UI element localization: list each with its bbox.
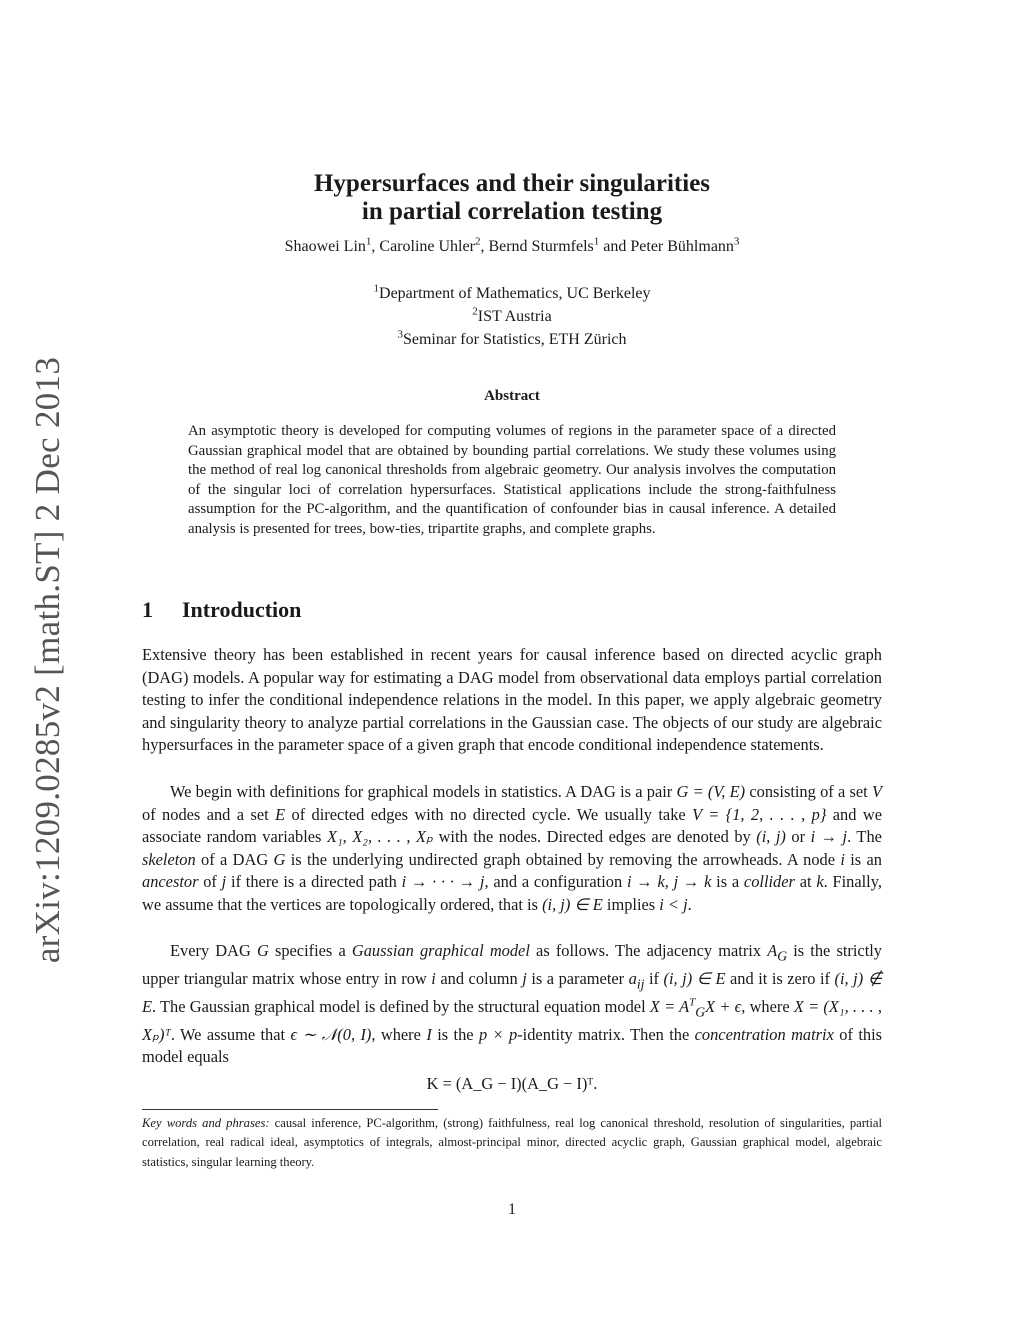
affiliation: $^3$Seminar for Statistics, ETH Zürich bbox=[397, 328, 627, 348]
affiliation: $^2$IST Austria bbox=[472, 305, 552, 325]
footnote-label: Key words and phrases: bbox=[142, 1116, 270, 1130]
paragraph-1: Extensive theory has been established in recent years for causal inference based on directed acyclic graph (DAG) models. A popular way for estimating a DAG model from observational data employs partial correlation testing to infer the conditional independence relations in the model. In this paper, we apply algebraic geometry and singularity theory to analyze partial correlations in the Gaussian case. The objects of our study are algebraic hypersurfaces in the parameter space of a given graph that encode conditional independence statements. bbox=[142, 645, 882, 755]
section-number: 1 bbox=[142, 597, 153, 622]
author-list: Shaowei Lin$^1$, Caroline Uhler$^2$, Bernd Sturmfels$^1$ and Peter Bühlmann$^3$ bbox=[284, 235, 740, 255]
footnote-rule bbox=[142, 1109, 438, 1110]
author: Peter Bühlmann bbox=[630, 238, 734, 255]
author: Shaowei Lin bbox=[284, 238, 366, 255]
arxiv-identifier: arXiv:1209.0285v2 [math.ST] 2 Dec 2013 bbox=[28, 356, 67, 964]
section-heading bbox=[142, 597, 301, 623]
abstract-heading: Abstract bbox=[484, 388, 540, 404]
footnote bbox=[142, 1114, 882, 1172]
author: Caroline Uhler bbox=[379, 238, 475, 255]
paragraph-2: We begin with definitions for graphical models in statistics. A DAG is a pair G = (V, E) consisting of a set V of nodes and a set E of directed edges with no directed cycle. We usually take V = {1, 2, . . . , p} and we associate random variables X₁, X₂, . . . , Xₚ with the nodes. Directed edges are denoted by (i, j) or i → j. The skeleton of a DAG G is the underlying undirected graph obtained by removing the arrowheads. A node i is an ancestor of j if there is a directed path i → · · · → j, and a configuration i → k, j → k is a collider at k. Finally, we assume that the vertices are topologically ordered, that is (i, j) ∈ E implies i < j. bbox=[142, 782, 882, 914]
footnote-text: causal inference, PC-algorithm, (strong) faithfulness, real log canonical threshold, resolution of singularities, partial correlation, real radical ideal, asymptotics of integrals, almost-principal minor, directed acyclic graph, Gaussian graphical model, algebraic statistics, singular learning theory. bbox=[142, 1116, 883, 1169]
concentration-matrix-equation: K = (A_G − I)(A_G − I)ᵀ. bbox=[426, 1074, 598, 1093]
page-number: 1 bbox=[508, 1201, 516, 1218]
paper-title-line1: Hypersurfaces and their singularities bbox=[313, 170, 711, 197]
arxiv-sidebar bbox=[8, 350, 88, 970]
abstract-text: An asymptotic theory is developed for computing volumes of regions in the parameter space of a directed Gaussian graphical model that are obtained by bounding partial correlations. We study these volumes using the method of real log canonical thresholds from algebraic geometry. Our analysis involves the computation of the singular loci of correlation hypersurfaces. Statistical applications include the strong-faithfulness assumption for the PC-algorithm, and the quantification of confounder bias in causal inference. A detailed analysis is presented for trees, bow-ties, tripartite graphs, and complete graphs. bbox=[188, 423, 836, 537]
paper-title-line2: in partial correlation testing bbox=[361, 198, 663, 225]
section-title: Introduction bbox=[182, 597, 302, 622]
paragraph-3: Every DAG G specifies a Gaussian graphical model as follows. The adjacency matrix $A_G$ is the strictly upper triangular matrix whose entry in row i and column j is a parameter $a_{ij}$ if (i, j) ∈ E and it is zero if (i, j) ∉ E. The Gaussian graphical model is defined by the structural equation model $X = A^T_GX + \epsilon$, where X = (X₁, . . . , Xₚ)ᵀ. We assume that ϵ ∼ 𝒩(0, I), where I is the p × p-identity matrix. Then the concentration matrix of this model equals bbox=[142, 941, 883, 1067]
author: Bernd Sturmfels bbox=[488, 238, 594, 255]
affiliation: $^1$Department of Mathematics, UC Berkeley bbox=[373, 282, 651, 302]
